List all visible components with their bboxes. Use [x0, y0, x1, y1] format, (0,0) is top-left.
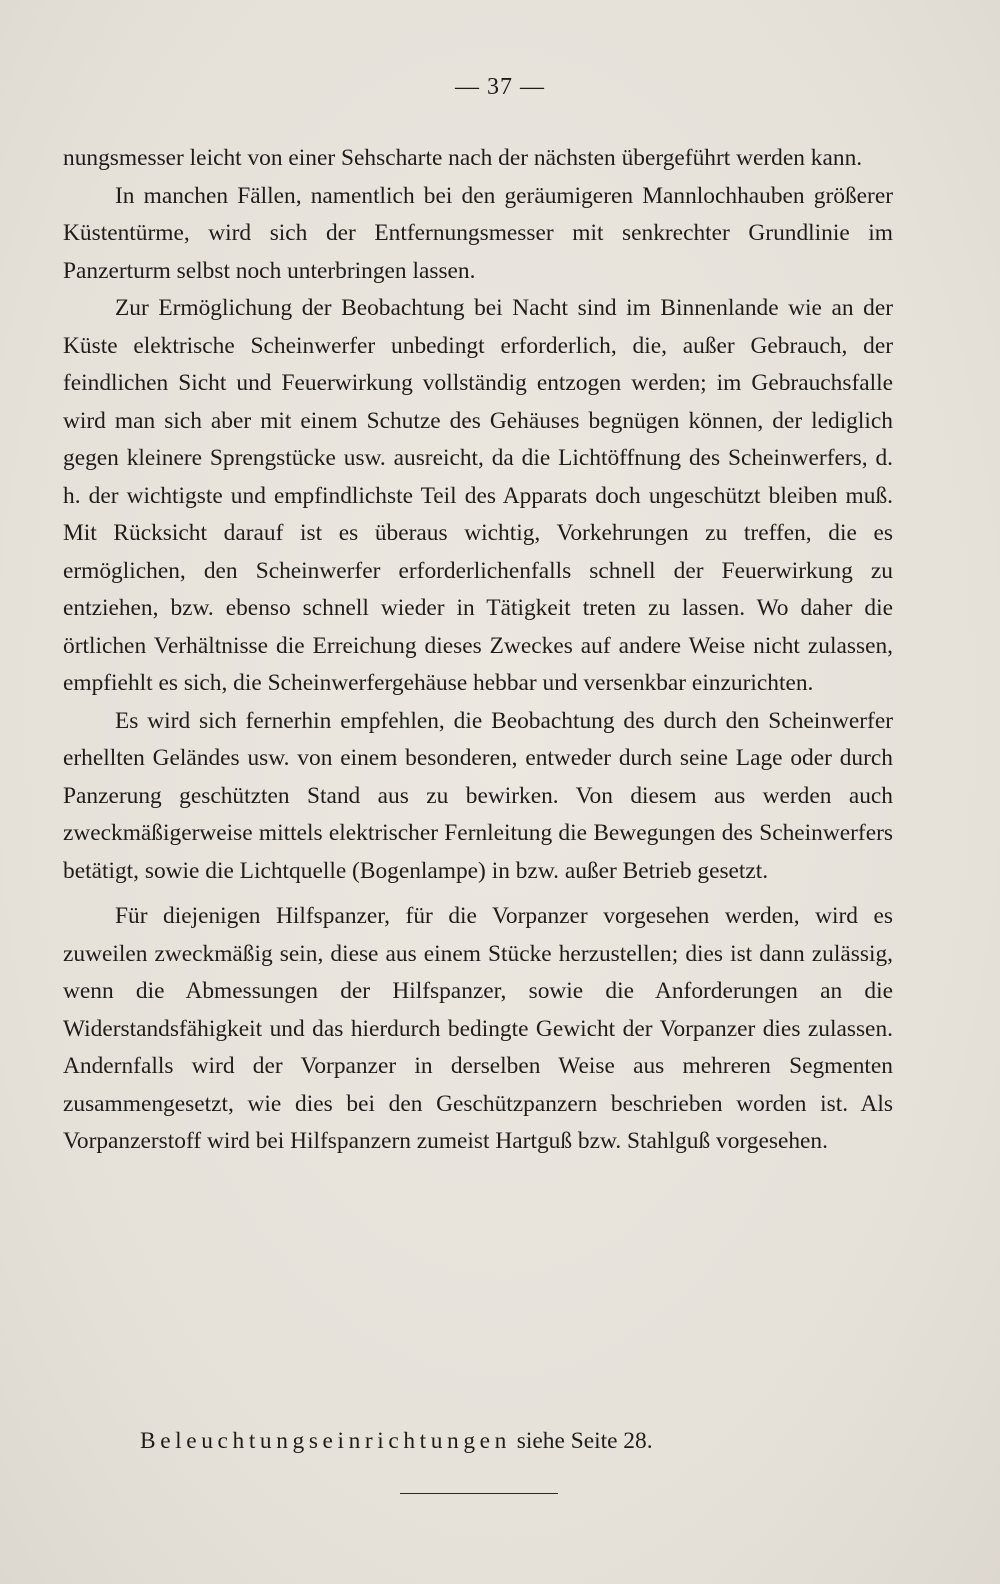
reference-rest: siehe Seite 28. — [510, 1428, 653, 1454]
closing-reference — [140, 1423, 900, 1460]
body-text — [63, 140, 893, 1161]
paragraph-3: Zur Ermöglichung der Beobachtung bei Nacht sind im Binnenlande wie an der Küste elektrische Scheinwerfer unbedingt erforderlich, die, außer Gebrauch, der feindlichen Sicht und Feuerwirkung vollständig entzogen werden; im Gebrauchsfalle wird man sich aber mit einem Schutze des Gehäuses begnügen können, der lediglich gegen kleinere Sprengstücke usw. ausreicht, da die Lichtöffnung des Scheinwerfers, d. h. der wichtigste und empfindlichste Teil des Apparats doch ungeschützt bleiben muß. Mit Rücksicht darauf ist es überaus wichtig, Vorkehrungen zu treffen, die es ermöglichen, den Scheinwerfer erforderlichenfalls schnell der Feuerwirkung zu entziehen, bzw. ebenso schnell wieder in Tätigkeit treten zu lassen. Wo daher die örtlichen Verhältnisse die Erreichung dieses Zweckes auf andere Weise nicht zulassen, empfiehlt es sich, die Scheinwerfergehäuse hebbar und versenkbar einzurichten. — [63, 295, 893, 696]
paragraph-1: nungsmesser leicht von einer Sehscharte nach der nächsten übergeführt werden kann. — [63, 145, 863, 171]
paragraph-4: Es wird sich fernerhin empfehlen, die Beobachtung des durch den Scheinwerfer erhellten Geländes usw. von einem besonderen, entweder durch seine Lage oder durch Panzerung geschützten Stand aus zu bewirken. Von diesem aus werden auch zweckmäßigerweise mittels elektrischer Fernleitung die Bewegungen des Scheinwerfers betätigt, sowie die Lichtquelle (Bogenlampe) in bzw. außer Betrieb gesetzt. — [63, 707, 893, 884]
page-number: — 37 — — [455, 74, 545, 100]
paragraph-5: Für diejenigen Hilfspanzer, für die Vorpanzer vorgesehen werden, wird es zuweilen zweckmäßig sein, diese aus einem Stücke herzustellen; dies ist dann zulässig, wenn die Abmessungen der Hilfspanzer, sowie die Anforderungen an die Widerstandsfähigkeit und das hierdurch bedingte Gewicht der Vorpanzer dies zulassen. Andernfalls wird der Vorpanzer in derselben Weise aus mehreren Segmenten zusammengesetzt, wie dies bei den Geschützpanzern beschrieben worden ist. Als Vorpanzerstoff wird bei Hilfspanzern zumeist Hartguß bzw. Stahlguß vorgesehen. — [63, 903, 893, 1154]
reference-term: Beleuchtungseinrichtungen — [140, 1428, 511, 1454]
paragraph-2: In manchen Fällen, namentlich bei den geräumigeren Mannlochhauben größerer Küstentürme, wird sich der Entfernungsmesser mit senkrechter Grundlinie im Panzerturm selbst noch unterbringen lassen. — [63, 182, 893, 284]
end-rule-divider — [400, 1493, 558, 1494]
